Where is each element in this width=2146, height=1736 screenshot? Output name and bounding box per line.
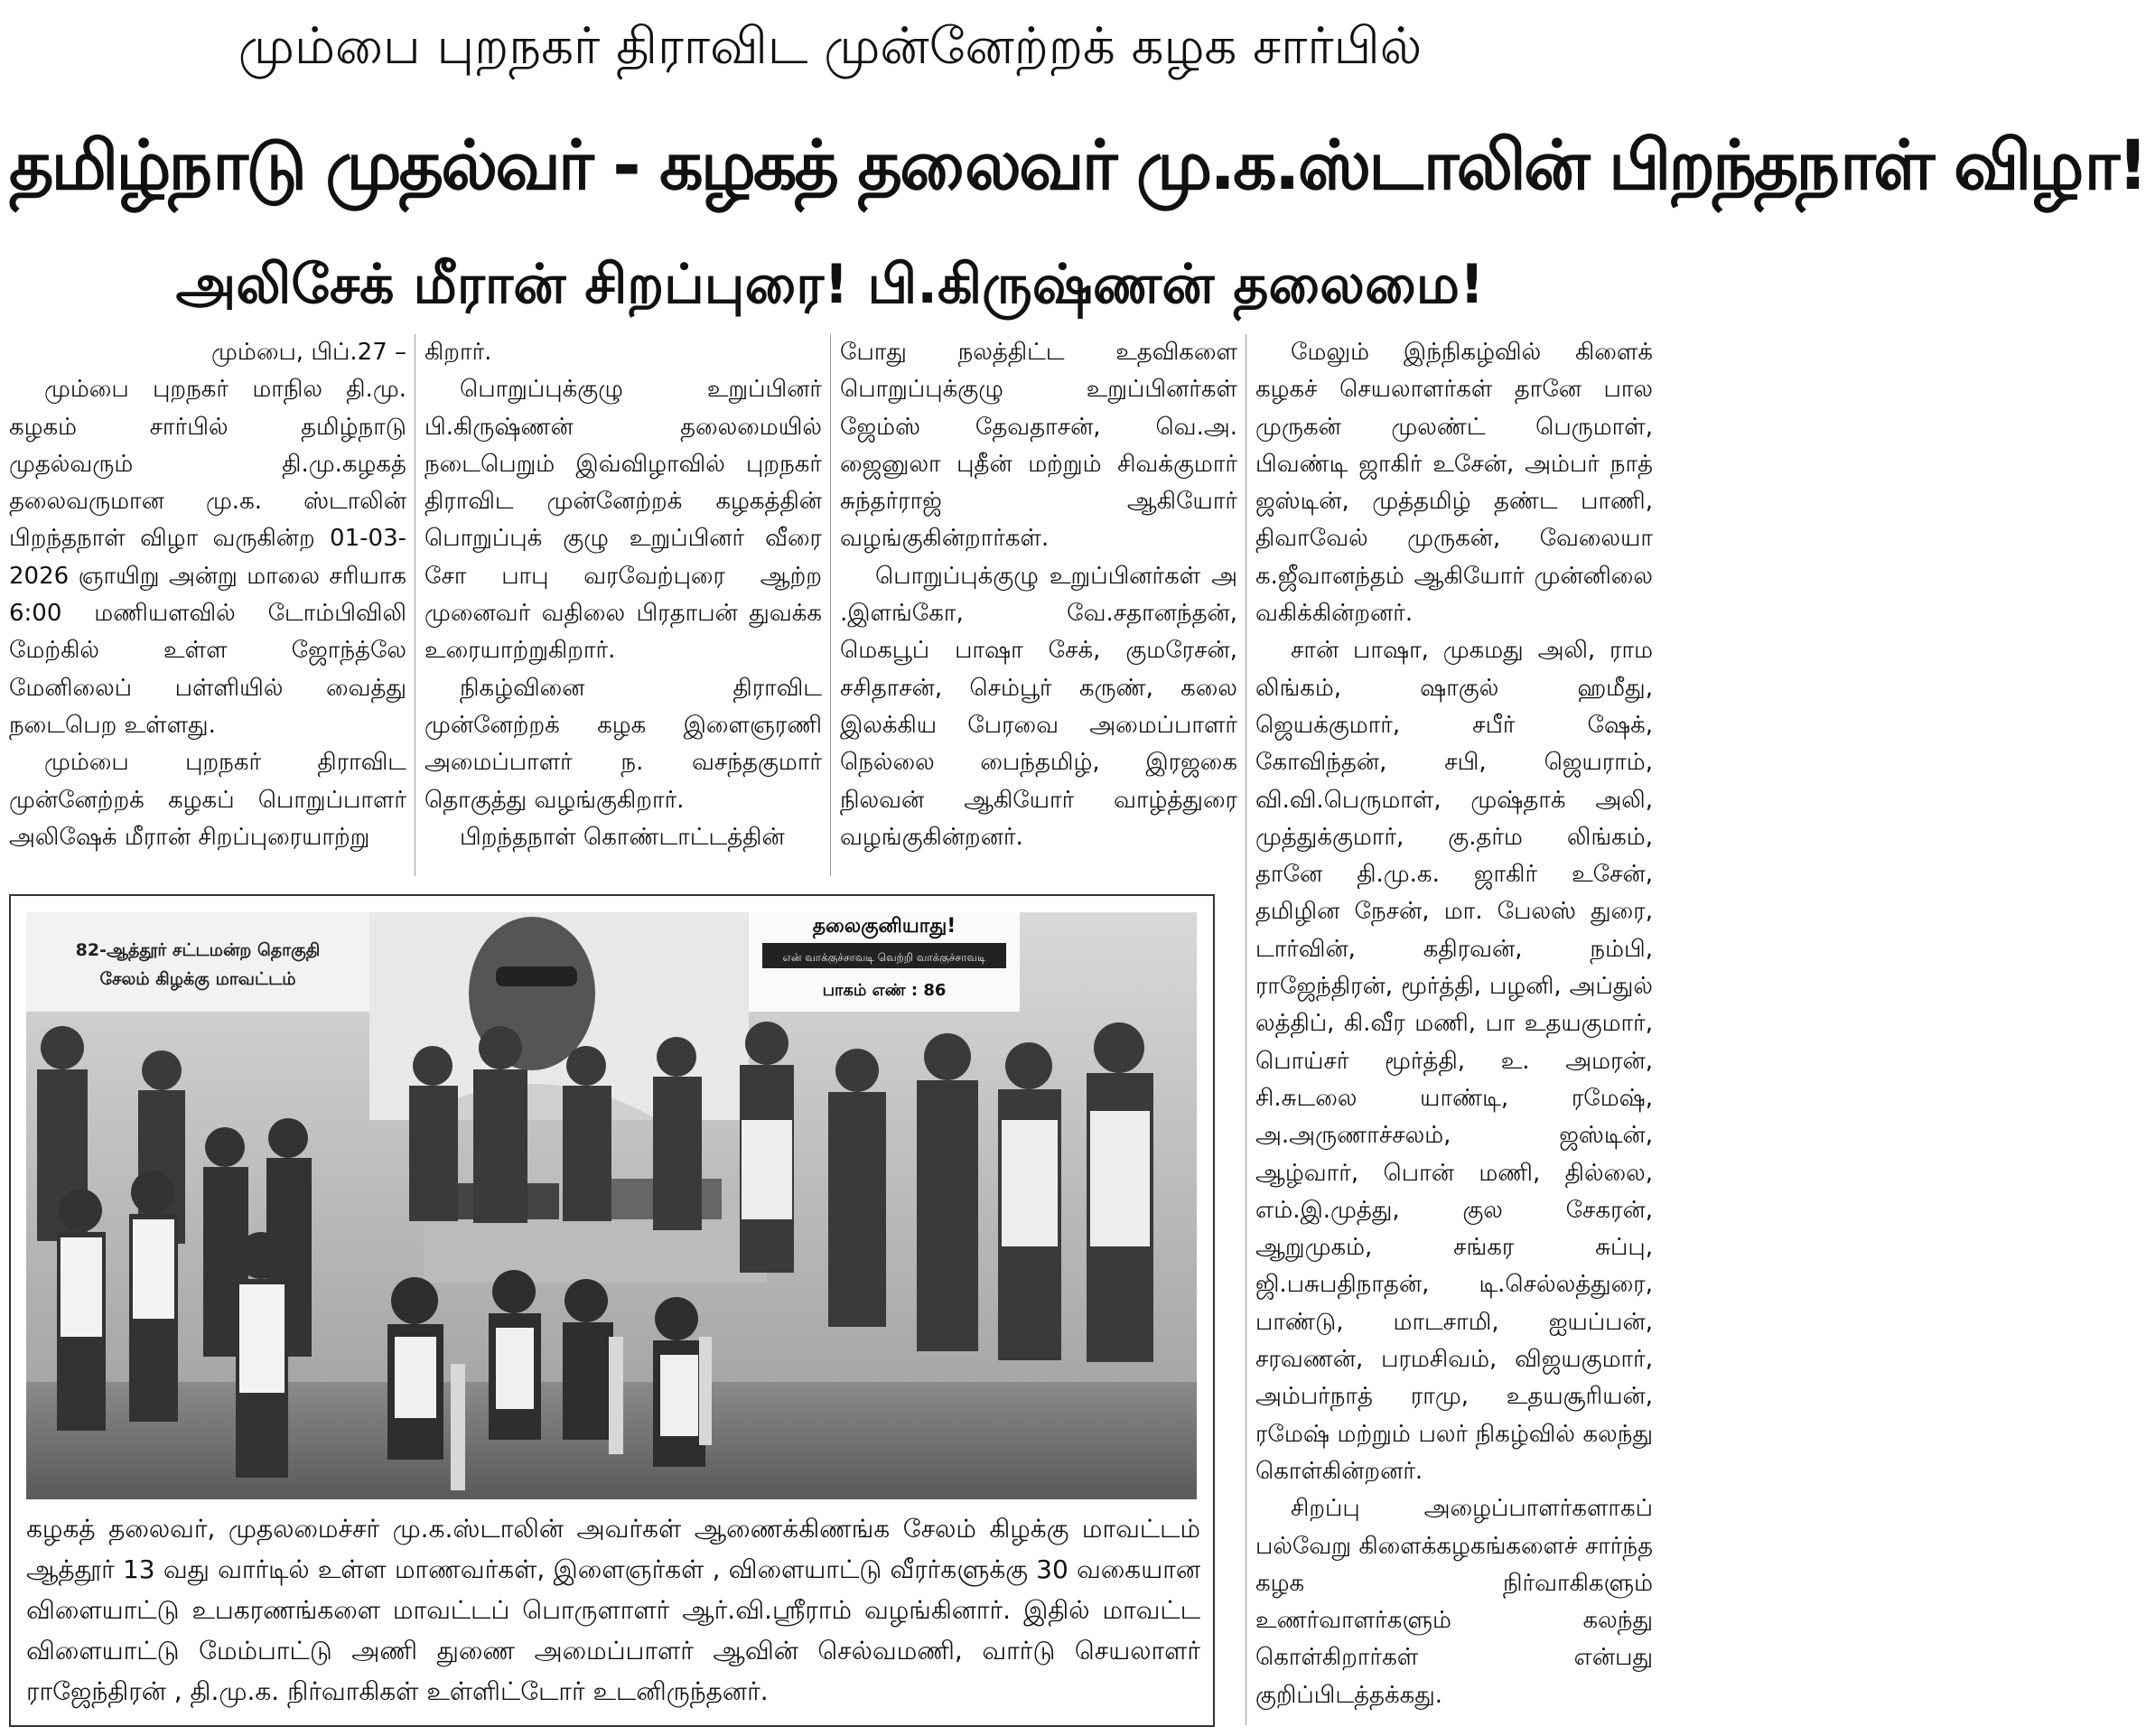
article-column-3 bbox=[840, 334, 1237, 876]
cricket-bat bbox=[699, 1337, 712, 1445]
article-paragraph: சான் பாஷா, முகமது அலி, ராம லிங்கம், ஷாகுல் ஹமீது, ஜெயக்குமார், சபீர் ஷேக், கோவிந்தன், சபி, ஜெயராம், வி.வி.பெருமாள், முஷ்தாக் அலி, முத்துக்குமார், கு.தர்ம லிங்கம், தானே தி.மு.க. ஜாகிர் உசேன், தமிழின நேசன், மா. பேலஸ் துரை, டார்வின், கதிரவன், நம்பி, ராஜேந்திரன், மூர்த்தி, பழனி, அப்துல் லத்திப், கி.வீர மணி, பா உதயகுமார், பொய்சர் மூர்த்தி, உ. அமரன், சி.சுடலை யாண்டி, ரமேஷ், அ.அருணாச்சலம், ஜஸ்டின், ஆழ்வார், பொன் மணி, தில்லை, எம்.இ.முத்து, குல சேகரன், ஆறுமுகம், சங்கர சுப்பு, ஜி.பசுபதிநாதன், டி.செல்லத்துரை, பாண்டு, மாடசாமி, ஐயப்பன், சரவணன், பரமசிவம், விஜயகுமார், அம்பர்நாத் ராமு, உதயசூரியன், ரமேஷ் மற்றும் பலர் நிகழ்வில் கலந்து கொள்கின்றனர். bbox=[1255, 637, 1653, 1485]
dateline: மும்பை, பிப்.27 – bbox=[211, 339, 406, 366]
banner-right-slogan: தலைகுனியாது! bbox=[812, 915, 956, 938]
banner-left-line2: சேலம் கிழக்கு மாவட்டம் bbox=[99, 969, 296, 989]
article-paragraph: பிறந்தநாள் கொண்டாட்டத்தின் bbox=[460, 823, 785, 851]
group-photo bbox=[26, 912, 1197, 1499]
kicker-headline: மும்பை புறநகர் திராவிட முன்னேற்றக் கழக சார்பில் bbox=[238, 17, 1423, 76]
cricket-bat bbox=[451, 1364, 465, 1490]
article-paragraph: பொறுப்புக்குழு உறுப்பினர் பி.கிருஷ்ணன் தலைமையில் நடைபெறும் இவ்விழாவில் புறநகர் திராவிட முன்னேற்றக் கழகத்தின் பொறுப்புக் குழு உறுப்பினர் வீரை சோ பாபு வரவேற்புரை ஆற்ற முனைவர் வதிலை பிரதாபன் துவக்க உரையாற்றுகிறார். bbox=[425, 376, 822, 665]
article-paragraph: பொறுப்புக்குழு உறுப்பினர்கள் அ .இளங்கோ, வே.சதானந்தன், மெகபூப் பாஷா சேக், குமரேசன், சசிதாசன், செம்பூர் கருண், கலை இலக்கிய பேரவை அமைப்பாளர் நெல்லை பைந்தமிழ், இரஜகை நிலவன் ஆகியோர் வாழ்த்துரை வழங்குகின்றனர். bbox=[840, 562, 1237, 851]
article-column-4 bbox=[1255, 334, 1653, 1725]
banner-left bbox=[26, 912, 369, 1012]
photo-caption: கழகத் தலைவர், முதலமைச்சர் மு.க.ஸ்டாலின் அவர்கள் ஆணைக்கிணங்க சேலம் கிழக்கு மாவட்டம் ஆத்தூர் 13 வது வார்டில் உள்ள மாணவர்கள், இளைஞர்கள் , விளையாட்டு வீரர்களுக்கு 30 வகையான விளையாட்டு உபகரணங்களை மாவட்டப் பொருளாளர் ஆர்.வி.ஸ்ரீராம் வழங்கினார். இதில் மாவட்ட விளையாட்டு மேம்பாட்டு அணி துணை அமைப்பாளர் ஆவின் செல்வமணி, வார்டு செயலாளர் ராஜேந்திரன் , தி.மு.க. நிர்வாகிகள் உள்ளிட்டோர் உடனிருந்தனர். bbox=[26, 1514, 1200, 1706]
article-paragraph: மும்பை புறநகர் மாநில தி.மு. கழகம் சார்பில் தமிழ்நாடு முதல்வரும் தி.மு.கழகத் தலைவருமான மு.க. ஸ்டாலின் பிறந்தநாள் விழா வருகின்ற 01-03-2026 ஞாயிறு அன்று மாலை சரியாக 6:00 மணியளவில் டோம்பிவிலி மேற்கில் உள்ள ஜோந்த்லே மேனிலைப் பள்ளியில் வைத்து நடைபெற உள்ளது. bbox=[9, 376, 406, 739]
banner-right-strip: என் வாக்குச்சாவடி வெற்றி வாக்குச்சாவடி bbox=[782, 951, 986, 964]
article-paragraph: சிறப்பு அழைப்பாளர்களாகப் பல்வேறு கிளைக்கழகங்களைச் சார்ந்த கழக நிர்வாகிகளும் உணர்வாளர்களும் கலந்து கொள்கிறார்கள் என்பது குறிப்பிடத்தக்கது. bbox=[1255, 1495, 1653, 1709]
article-paragraph: நிகழ்வினை திராவிட முன்னேற்றக் கழக இளைஞரணி அமைப்பாளர் ந. வசந்தகுமார் தொகுத்து வழங்குகிறார். bbox=[425, 674, 822, 814]
photo-box bbox=[9, 894, 1215, 1727]
article-column-2 bbox=[425, 334, 822, 876]
article-paragraph: மும்பை புறநகர் திராவிட முன்னேற்றக் கழகப் பொறுப்பாளர் அலிஷேக் மீரான் சிறப்புரையாற்று bbox=[9, 749, 406, 851]
banner-left-line1: 82-ஆத்தூர் சட்டமன்ற தொகுதி bbox=[75, 940, 321, 960]
article-column-1 bbox=[9, 334, 406, 876]
sub-headline: அலிசேக் மீரான் சிறப்புரை! பி.கிருஷ்ணன் தலைமை! bbox=[175, 253, 1485, 316]
main-headline: தமிழ்நாடு முதல்வர் - கழகத் தலைவர் மு.க.ஸ்டாலின் பிறந்தநாள் விழா! bbox=[9, 125, 2146, 205]
article-paragraph: மேலும் இந்நிகழ்வில் கிளைக் கழகச் செயலாளர்கள் தானே பால முருகன் முலண்ட் பெருமாள், பிவண்டி ஜாகிர் உசேன், அம்பர் நாத் ஜஸ்டின், முத்தமிழ் தண்ட பாணி, திவாவேல் முருகன், வேலையா க.ஜீவானந்தம் ஆகியோர் முன்னிலை வகிக்கின்றனர். bbox=[1255, 339, 1653, 628]
article-paragraph: கிறார். bbox=[425, 339, 492, 366]
article-paragraph: போது நலத்திட்ட உதவிகளை பொறுப்புக்குழு உறுப்பினர்கள் ஜேம்ஸ் தேவதாசன், வெ.அ. ஜைனுலா புதீன் மற்றும் சிவக்குமார் சுந்தர்ராஜ் ஆகியோர் வழங்குகின்றார்கள். bbox=[840, 339, 1237, 553]
cricket-bat bbox=[609, 1337, 623, 1454]
banner-right-booth: பாகம் எண் : 86 bbox=[822, 981, 947, 1000]
group-photo-illustration bbox=[26, 912, 1197, 1499]
